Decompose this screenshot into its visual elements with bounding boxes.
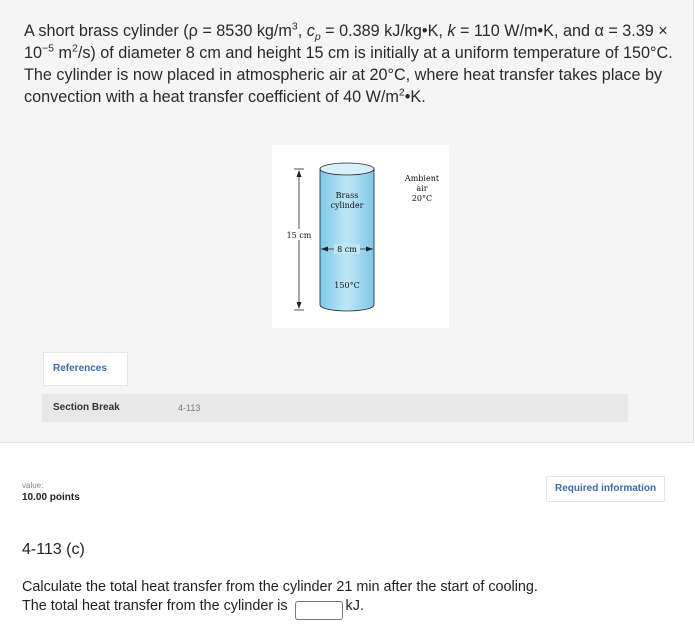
- ambient-label: 20°C: [411, 194, 433, 203]
- problem-text: A short brass cylinder (: [24, 22, 189, 40]
- rho-symbol: ρ: [188, 22, 198, 40]
- answer-line: [22, 598, 364, 620]
- problem-text: = 0.389 kJ/kg•K,: [320, 22, 448, 40]
- temperature-label: 150°C: [334, 281, 360, 290]
- cylinder-label: cylinder: [330, 201, 364, 210]
- exponent: −5: [42, 42, 54, 55]
- ambient-label: air: [416, 184, 428, 193]
- problem-text: •K.: [404, 88, 426, 106]
- arrowhead: [297, 170, 302, 177]
- references-label: References: [53, 363, 107, 374]
- required-information-button[interactable]: [546, 476, 665, 502]
- diameter-label: 8 cm: [337, 245, 357, 254]
- exponent: 3: [291, 20, 298, 33]
- cylinder-top: [320, 163, 374, 175]
- points-value: 10.00 points: [22, 492, 80, 503]
- required-information-label: Required information: [555, 483, 657, 494]
- height-label: 15 cm: [286, 231, 312, 240]
- references-tab[interactable]: [43, 352, 128, 386]
- section-break-bar: [42, 394, 628, 422]
- value-label: value:: [22, 481, 44, 490]
- problem-text: /s) of diameter 8 cm and height 15 cm is initially at a uniform temperature of 150°C. The cylinder is now placed in atmospheric air at 20°C, where heat transfer takes place by convection with a heat transfer coefficient of 40 W/m: [24, 44, 673, 106]
- cylinder-label: Brass: [335, 191, 359, 200]
- cylinder-figure: [272, 145, 449, 328]
- cp-symbol: c: [306, 22, 315, 40]
- question-text: Calculate the total heat transfer from the cylinder 21 min after the start of cooling.: [22, 579, 538, 595]
- cylinder-diagram: [272, 145, 449, 328]
- exponent: 2: [398, 86, 405, 99]
- k-symbol: k: [447, 22, 456, 40]
- problem-text: ,: [297, 22, 307, 40]
- answer-unit: kJ.: [345, 598, 364, 614]
- cp-subscript: p: [314, 31, 321, 44]
- section-break-value: 4-113: [178, 403, 201, 413]
- exponent: 2: [71, 42, 78, 55]
- problem-statement: [24, 20, 688, 108]
- section-break-label: Section Break: [53, 402, 120, 413]
- problem-text: m: [54, 44, 72, 62]
- problem-text: = 8530 kg/m: [197, 22, 292, 40]
- question-title: 4-113 (c): [22, 541, 85, 558]
- problem-text: = 110 W/m•K, and α = 3.39 × 10: [24, 22, 668, 62]
- ambient-label: Ambient: [404, 174, 440, 183]
- answer-input[interactable]: [295, 601, 343, 620]
- arrowhead: [297, 302, 302, 309]
- answer-prompt: The total heat transfer from the cylinder is: [22, 598, 288, 614]
